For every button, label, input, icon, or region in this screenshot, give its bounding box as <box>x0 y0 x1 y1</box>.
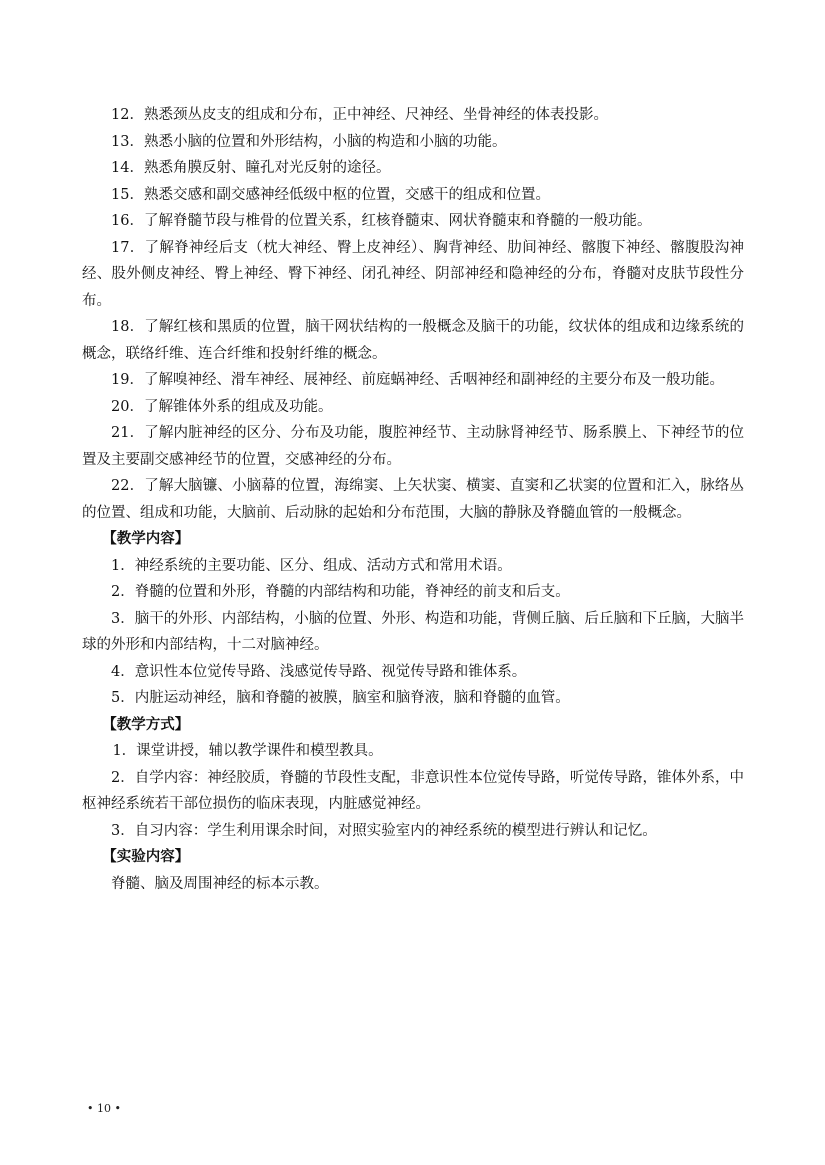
document-body <box>82 102 744 897</box>
objective-17: 17．了解脊神经后支（枕大神经、臀上皮神经）、胸背神经、肋间神经、髂腹下神经、髂腹股沟神经、股外侧皮神经、臀上神经、臀下神经、闭孔神经、阴部神经和隐神经的分布，脊髓对皮肤节段性分布。 <box>82 239 744 309</box>
objective-22: 22．了解大脑镰、小脑幕的位置，海绵窦、上矢状窦、横窦、直窦和乙状窦的位置和汇入，脉络丛的位置、组成和功能，大脑前、后动脉的起始和分布范围，大脑的静脉及脊髓血管的一般概念。 <box>82 478 744 521</box>
teaching-content-heading: 【教学内容】 <box>102 531 190 547</box>
objective-16: 16．了解脊髓节段与椎骨的位置关系，红核脊髓束、网状脊髓束和脊髓的一般功能。 <box>111 213 652 229</box>
experiment-text: 脊髓、脑及周围神经的标本示教。 <box>111 875 329 892</box>
objective-15: 15．熟悉交感和副交感神经低级中枢的位置，交感干的组成和位置。 <box>111 186 550 203</box>
objective-13: 13．熟悉小脑的位置和外形结构，小脑的构造和小脑的功能。 <box>111 133 507 150</box>
teaching-content-item-5: 5．内脏运动神经，脑和脊髓的被膜，脑室和脑脊液，脑和脊髓的血管。 <box>111 690 570 706</box>
objective-18: 18．了解红核和黑质的位置，脑干网状结构的一般概念及脑干的功能，纹状体的组成和边缘系统的概念，联络纤维、连合纤维和投射纤维的概念。 <box>82 319 744 362</box>
teaching-method-item-1: 1．课堂讲授，辅以教学课件和模型教具。 <box>112 743 383 759</box>
teaching-method-item-2: 2．自学内容：神经胶质，脊髓的节段性支配，非意识性本位觉传导路，听觉传导路，锥体外系，中枢神经系统若干部位损伤的临床表现，内脏感觉神经。 <box>82 769 744 812</box>
objective-20: 20．了解锥体外系的组成及功能。 <box>111 398 333 415</box>
objective-14: 14．熟悉角膜反射、瞳孔对光反射的途径。 <box>111 160 391 176</box>
objective-19: 19．了解嗅神经、滑车神经、展神经、前庭蜗神经、舌咽神经和副神经的主要分布及一般功能。 <box>111 372 724 388</box>
experiment-heading: 【实验内容】 <box>102 849 190 865</box>
objective-12: 12．熟悉颈丛皮支的组成和分布，正中神经、尺神经、坐骨神经的体表投影。 <box>111 107 608 123</box>
teaching-content-item-1: 1．神经系统的主要功能、区分、组成、活动方式和常用术语。 <box>111 557 512 574</box>
page-number: • 10 • <box>87 1102 121 1115</box>
teaching-content-item-3: 3．脑干的外形、内部结构，小脑的位置、外形、构造和功能，背侧丘脑、后丘脑和下丘脑，大脑半球的外形和内部结构，十二对脑神经。 <box>82 610 744 653</box>
teaching-method-heading: 【教学方式】 <box>102 716 190 733</box>
teaching-content-item-4: 4．意识性本位觉传导路、浅感觉传导路、视觉传导路和锥体系。 <box>111 663 527 680</box>
teaching-content-item-2: 2．脊髓的位置和外形，脊髓的内部结构和功能，脊神经的前支和后支。 <box>111 584 570 600</box>
teaching-method-item-3: 3．自习内容：学生利用课余时间，对照实验室内的神经系统的模型进行辨认和记忆。 <box>111 822 657 839</box>
objective-21: 21．了解内脏神经的区分、分布及功能，腹腔神经节、主动脉肾神经节、肠系膜上、下神经节的位置及主要副交感神经节的位置，交感神经的分布。 <box>82 425 744 468</box>
